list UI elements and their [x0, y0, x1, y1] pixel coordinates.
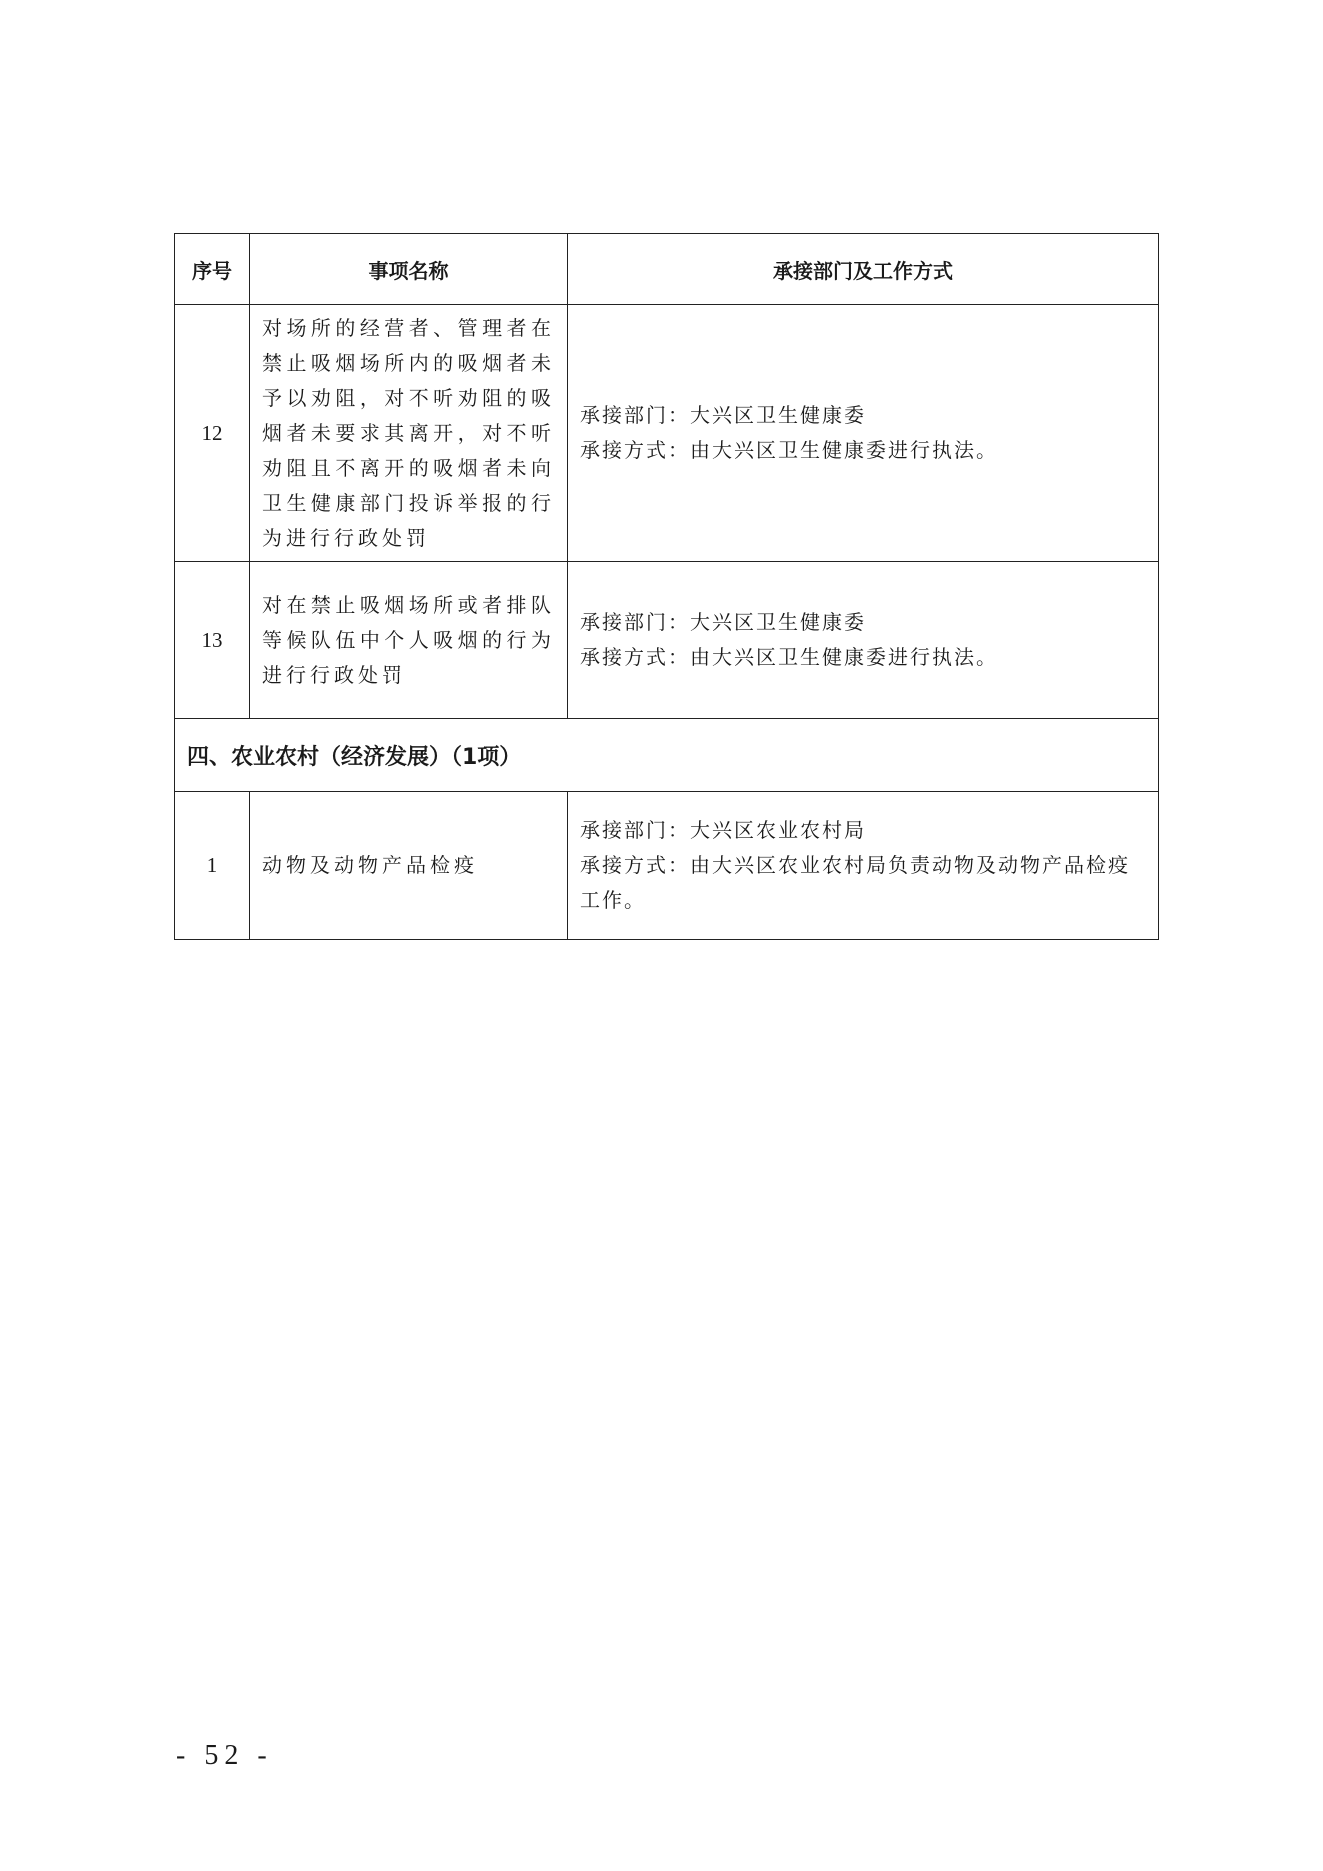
header-department-method: 承接部门及工作方式	[568, 234, 1159, 305]
department-line: 承接部门：大兴区卫生健康委	[580, 610, 866, 634]
method-line: 承接方式：由大兴区卫生健康委进行执法。	[580, 645, 998, 669]
table-row	[175, 562, 1159, 719]
method-line: 承接方式：由大兴区卫生健康委进行执法。	[580, 438, 998, 462]
table-row	[175, 305, 1159, 562]
department-method	[568, 305, 1159, 562]
table-header-row	[175, 234, 1159, 305]
section-title: 四、农业农村（经济发展）（1项）	[175, 719, 1159, 792]
method-line: 承接方式：由大兴区农业农村局负责动物及动物产品检疫工作。	[580, 853, 1130, 912]
table-row	[175, 792, 1159, 940]
item-name: 对场所的经营者、管理者在禁止吸烟场所内的吸烟者未予以劝阻，对不听劝阻的吸烟者未要求其离开，对不听劝阻且不离开的吸烟者未向卫生健康部门投诉举报的行为进行行政处罚	[250, 305, 568, 562]
header-serial-number: 序号	[175, 234, 250, 305]
item-name: 对在禁止吸烟场所或者排队等候队伍中个人吸烟的行为进行行政处罚	[250, 562, 568, 719]
department-method	[568, 562, 1159, 719]
department-method	[568, 792, 1159, 940]
item-name: 动物及动物产品检疫	[250, 792, 568, 940]
serial-number: 1	[175, 792, 250, 940]
section-header-row	[175, 719, 1159, 792]
page-number: - 52 -	[176, 1740, 273, 1771]
department-line: 承接部门：大兴区农业农村局	[580, 818, 866, 842]
header-item-name: 事项名称	[250, 234, 568, 305]
items-table	[174, 233, 1159, 940]
serial-number: 13	[175, 562, 250, 719]
serial-number: 12	[175, 305, 250, 562]
department-line: 承接部门：大兴区卫生健康委	[580, 403, 866, 427]
